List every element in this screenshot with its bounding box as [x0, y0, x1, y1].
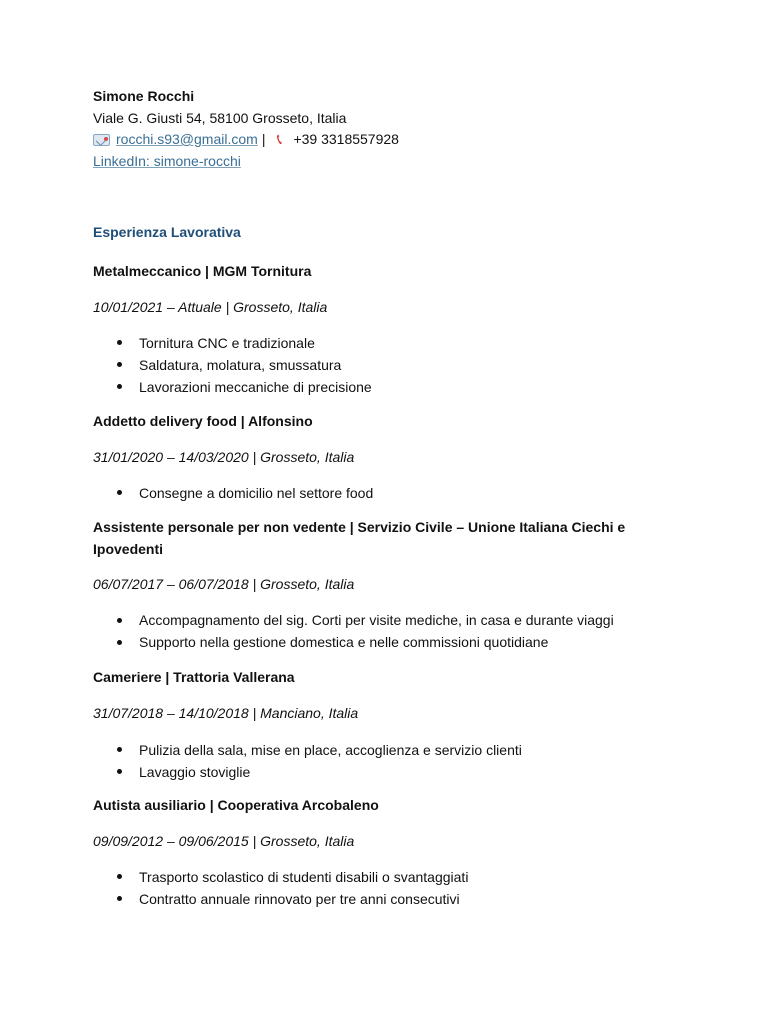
- list-item: Tornitura CNC e tradizionale: [93, 332, 693, 354]
- job-title: Autista ausiliario | Cooperativa Arcobaleno: [93, 797, 379, 813]
- section-title-experience: Esperienza Lavorativa: [93, 224, 241, 240]
- job-date: 09/09/2012 – 09/06/2015 | Grosseto, Italia: [93, 832, 355, 849]
- list-item: Consegne a domicilio nel settore food: [93, 482, 693, 504]
- linkedin-link[interactable]: LinkedIn: simone-rocchi: [93, 152, 241, 169]
- job-bullets: [93, 739, 693, 783]
- job-entry: [93, 411, 693, 504]
- contact-row: [93, 129, 693, 151]
- job-date: 10/01/2021 – Attuale | Grosseto, Italia: [93, 298, 328, 315]
- list-item: Accompagnamento del sig. Corti per visite mediche, in casa e durante viaggi: [93, 609, 693, 631]
- job-date: 06/07/2017 – 06/07/2018 | Grosseto, Italia: [93, 576, 355, 592]
- email-link[interactable]: rocchi.s93@gmail.com: [116, 131, 258, 147]
- phone-number: +39 3318557928: [293, 131, 399, 147]
- job-title-line-1: Assistente personale per non vedente | Servizio Civile – Unione Italiana Ciechi e: [93, 519, 626, 535]
- job-bullets: [93, 609, 693, 653]
- list-item: Lavorazioni meccaniche di precisione: [93, 376, 693, 398]
- job-bullets: [93, 482, 693, 504]
- candidate-name: Simone Rocchi: [93, 88, 195, 104]
- job-title-line-2: Ipovedenti: [93, 540, 164, 557]
- job-entry: [93, 517, 693, 653]
- job-title: Addetto delivery food | Alfonsino: [93, 413, 313, 429]
- list-item: Pulizia della sala, mise en place, accoglienza e servizio clienti: [93, 739, 693, 761]
- list-item: Contratto annuale rinnovato per tre anni consecutivi: [93, 888, 693, 910]
- list-item: Trasporto scolastico di studenti disabili o svantaggiati: [93, 866, 693, 888]
- list-item: Saldatura, molatura, smussatura: [93, 354, 693, 376]
- job-entry: [93, 667, 693, 783]
- contact-separator: |: [261, 131, 266, 147]
- address: Viale G. Giusti 54, 58100 Grosseto, Italia: [93, 109, 347, 126]
- list-item: Lavaggio stoviglie: [93, 761, 693, 783]
- job-date: 31/01/2020 – 14/03/2020 | Grosseto, Italia: [93, 448, 355, 465]
- job-entry: [93, 795, 693, 910]
- job-date: 31/07/2018 – 14/10/2018 | Manciano, Italia: [93, 704, 359, 721]
- job-bullets: [93, 866, 693, 910]
- envelope-icon: [93, 134, 110, 146]
- telephone-icon: 📞︎: [276, 130, 283, 148]
- list-item: Supporto nella gestione domestica e nelle commissioni quotidiane: [93, 631, 693, 653]
- resume-page: [93, 86, 693, 907]
- job-entry: [93, 261, 693, 398]
- job-bullets: [93, 332, 693, 398]
- job-title: Metalmeccanico | MGM Tornitura: [93, 263, 312, 279]
- job-title: Cameriere | Trattoria Vallerana: [93, 669, 295, 685]
